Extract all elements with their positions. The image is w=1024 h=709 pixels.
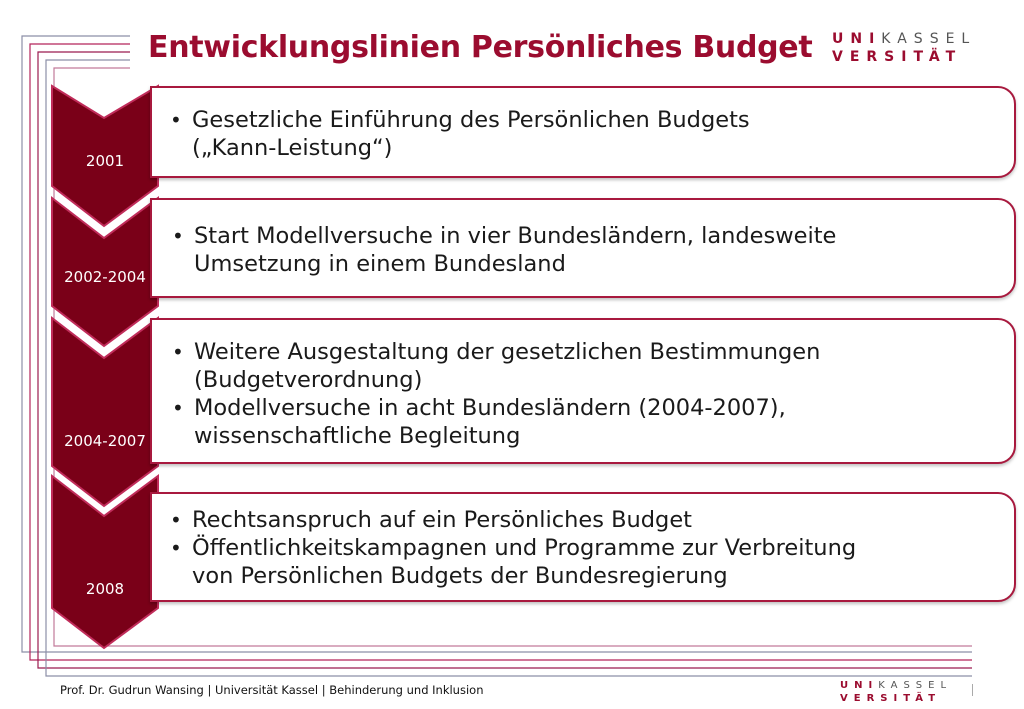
- timeline-card-2004-2007: [150, 318, 1016, 464]
- bullet-item: • Start Modellversuche in vier Bundesländern, landesweite: [156, 222, 1014, 250]
- bullet-item: • Weitere Ausgestaltung der gesetzlichen Bestimmungen: [156, 338, 1014, 366]
- timeline-card-2008: [150, 492, 1016, 602]
- footer-divider: [972, 684, 973, 696]
- period-label: 2001: [85, 152, 125, 170]
- bullet-item-continuation: von Persönlichen Budgets der Bundesregierung: [192, 563, 728, 589]
- timeline-card-2002-2004: [150, 198, 1016, 298]
- bullet-list: [152, 506, 1014, 590]
- period-label: 2008: [85, 580, 125, 598]
- bullet-item: • Modellversuche in acht Bundesländern (2004-2007),: [156, 394, 1014, 422]
- bullet-item: • Öffentlichkeitskampagnen und Programme zur Verbreitung: [154, 534, 1014, 562]
- period-label: 2004-2007: [64, 432, 146, 450]
- slide-footer: Prof. Dr. Gudrun Wansing | Universität Kassel | Behinderung und Inklusion: [60, 683, 484, 697]
- bullet-item-continuation: („Kann-Leistung“): [192, 135, 393, 161]
- bullet-item-continuation: (Budgetverordnung): [194, 367, 423, 393]
- bullet-item-continuation: Umsetzung in einem Bundesland: [194, 251, 566, 277]
- bullet-item: • Rechtsanspruch auf ein Persönliches Budget: [154, 506, 1014, 534]
- timeline-card-2001: [150, 86, 1016, 178]
- bullet-item-continuation: wissenschaftliche Begleitung: [194, 423, 521, 449]
- bullet-list: [152, 106, 1014, 162]
- slide-title: Entwicklungslinien Persönliches Budget: [148, 30, 813, 65]
- bullet-item: • Gesetzliche Einführung des Persönlichen Budgets: [154, 106, 1014, 134]
- bullet-list: [152, 338, 1014, 450]
- university-logo: UNIKASSEL VERSITÄT: [832, 31, 977, 65]
- bullet-list: [152, 222, 1014, 278]
- university-logo-footer: UNIKASSEL VERSITÄT: [840, 680, 953, 704]
- period-label: 2002-2004: [64, 268, 146, 286]
